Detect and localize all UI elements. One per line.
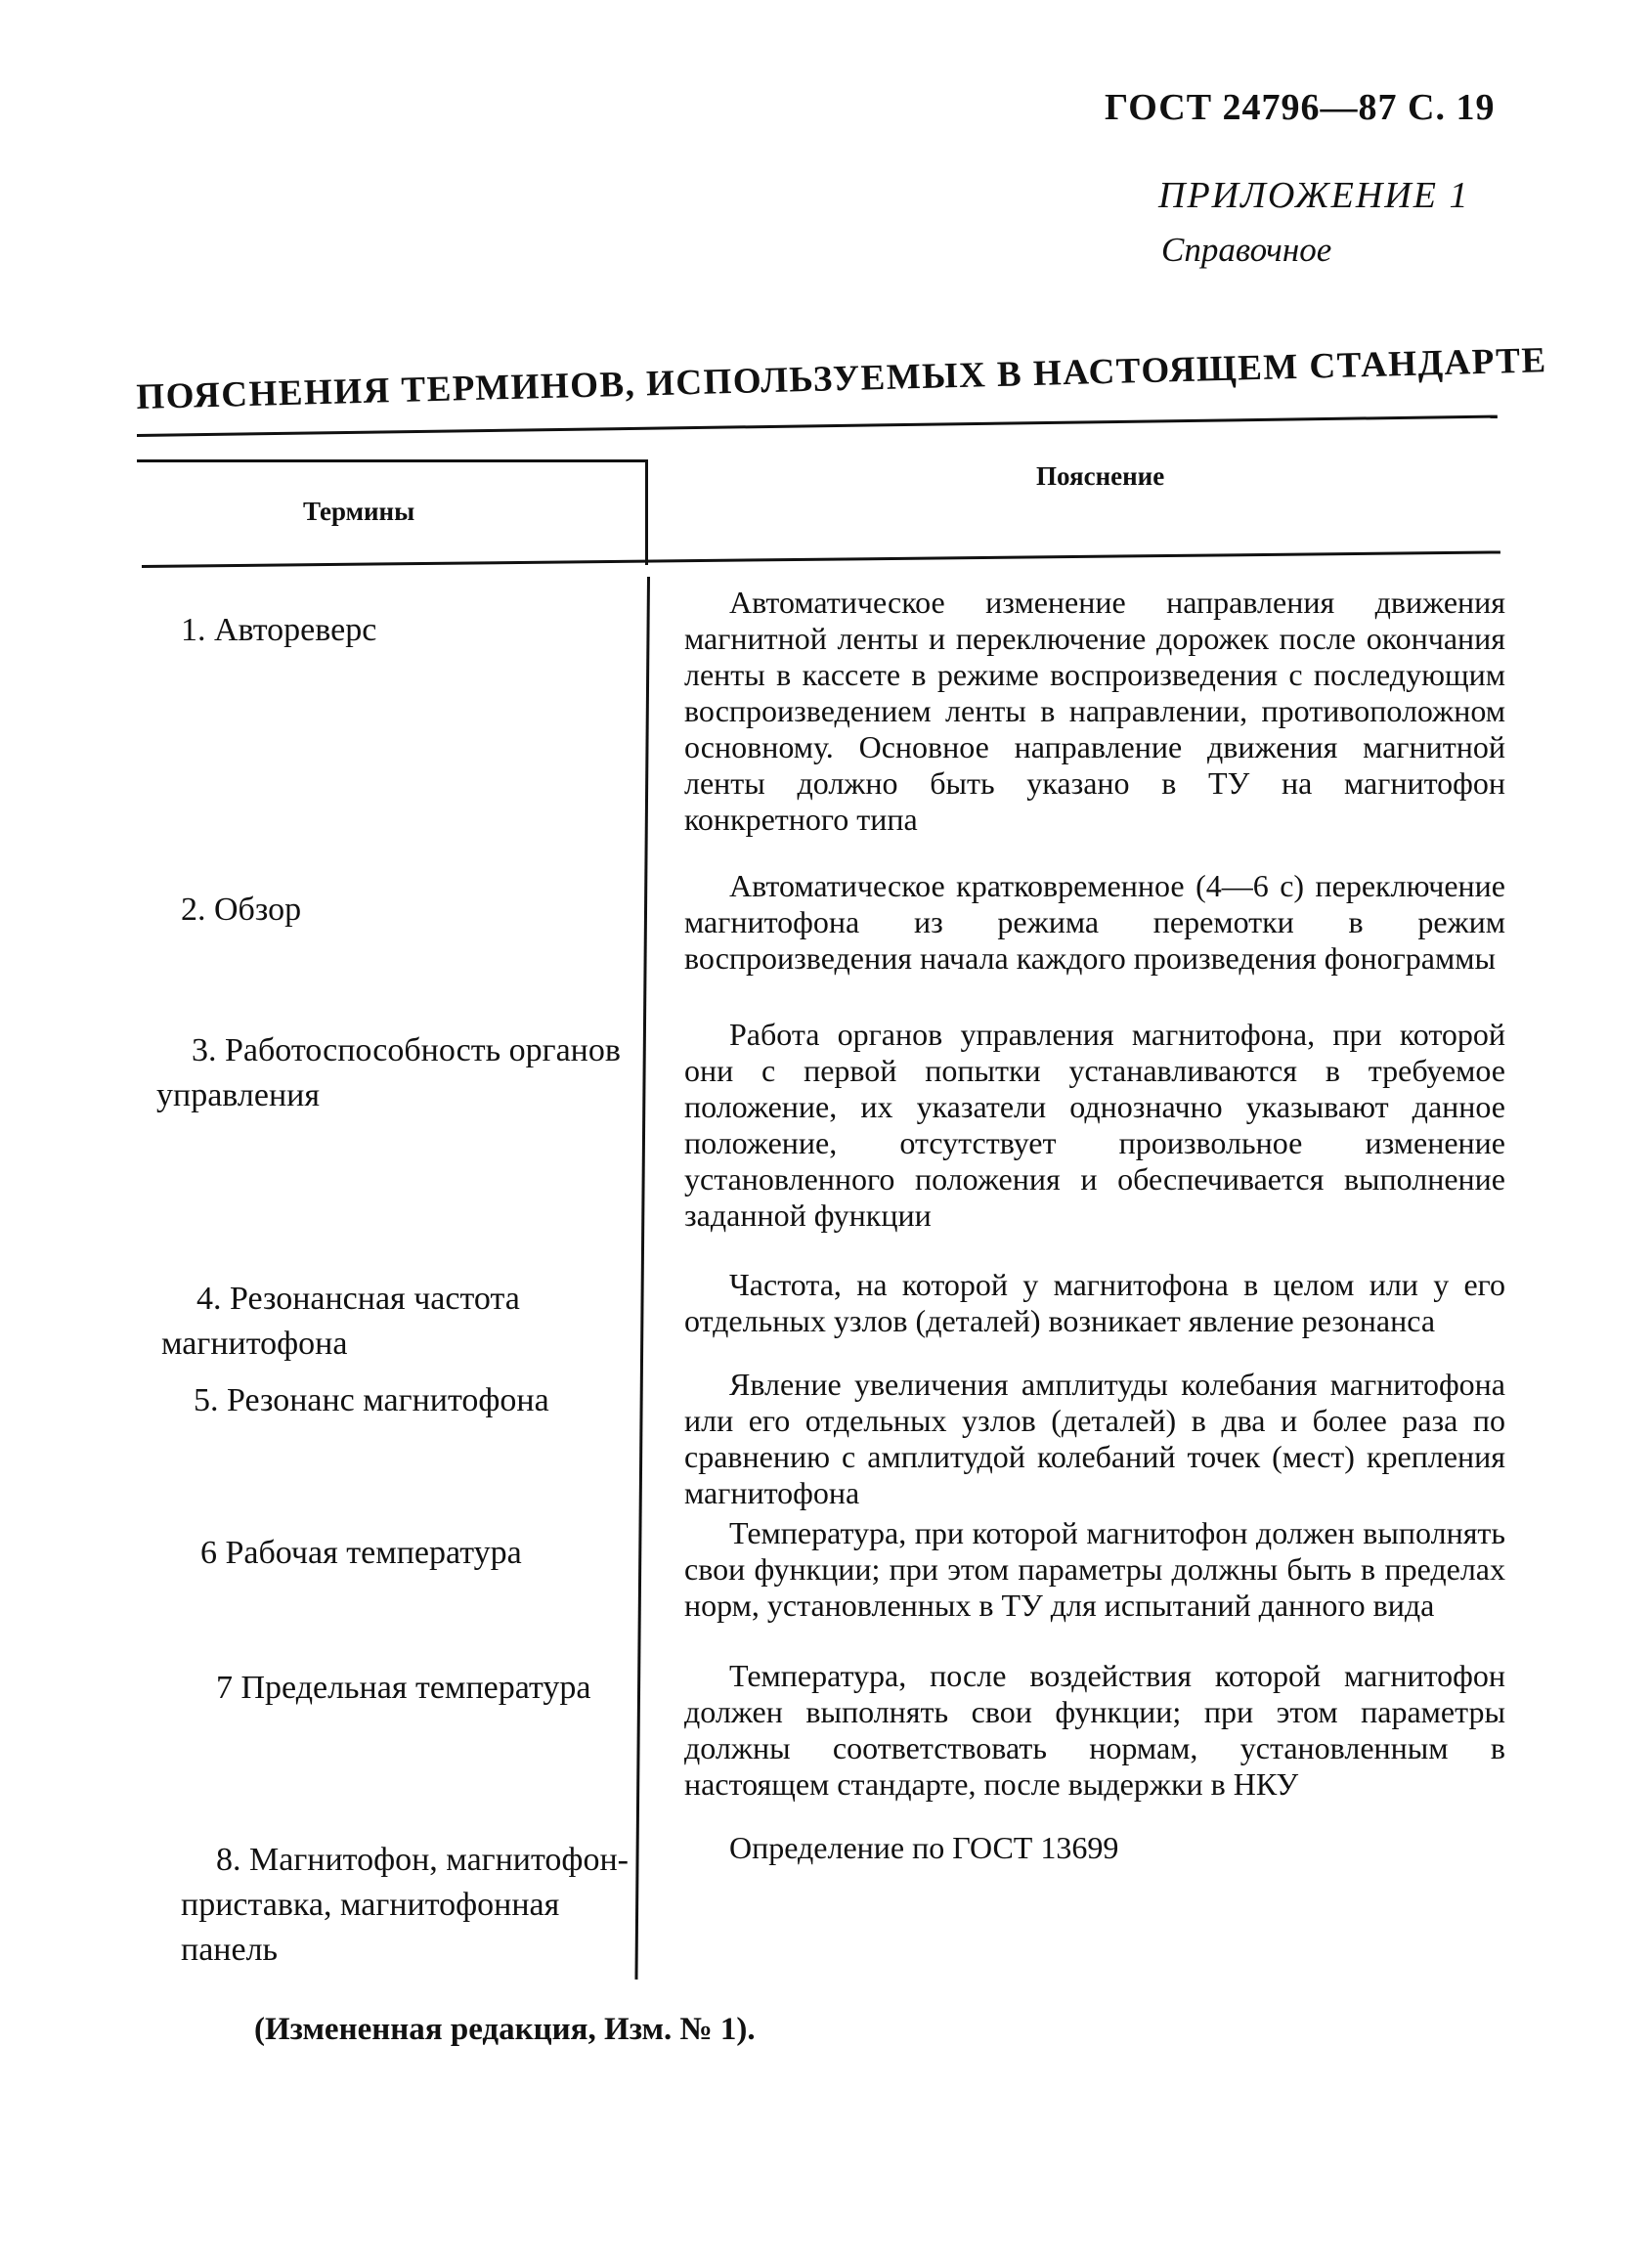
explanation-row-6: Температура, при которой магнитофон должен выполнять свои функции; при этом параметры должны быть в пределах норм, установленных в ТУ для испытаний данного вида bbox=[684, 1515, 1505, 1623]
amendment-note: (Измененная редакция, Изм. № 1). bbox=[254, 2012, 756, 2047]
explanation-row-7: Температура, после воздействия которой магнитофон должен выполнять свои функции; при этом параметры должны соответствовать нормам, установленным в настоящем стандарте, после выдержки в НКУ bbox=[684, 1658, 1505, 1802]
term-row-1: 1. Автореверс bbox=[181, 612, 377, 648]
title-underline bbox=[137, 415, 1498, 437]
explanation-row-4: Частота, на которой у магнитофона в целом или у его отдельных узлов (деталей) возникает явление резонанса bbox=[684, 1267, 1505, 1338]
column-header-explanation: Пояснение bbox=[1036, 461, 1165, 491]
document-title: ПОЯСНЕНИЯ ТЕРМИНОВ, ИСПОЛЬЗУЕМЫХ В НАСТОЯЩЕМ СТАНДАРТЕ bbox=[135, 340, 1548, 418]
body-column-divider bbox=[634, 577, 650, 1980]
term-row-5: 5. Резонанс магнитофона bbox=[194, 1382, 549, 1418]
term-row-3: 3. Работоспособность органов управления bbox=[156, 1032, 621, 1113]
column-header-terms: Термины bbox=[303, 497, 415, 526]
explanation-row-8: Определение по ГОСТ 13699 bbox=[729, 1830, 1119, 1865]
appendix-type: Справочное bbox=[1161, 231, 1332, 269]
term-row-4: 4. Резонансная частота магнитофона bbox=[161, 1281, 520, 1362]
explanation-row-2: Автоматическое кратковременное (4—6 с) переключение магнитофона из режима перемотки в режим воспроизведения начала каждого произведения фонограммы bbox=[684, 868, 1505, 976]
term-row-7: 7 Предельная температура bbox=[216, 1670, 591, 1706]
header-column-divider bbox=[645, 459, 648, 565]
explanation-row-5: Явление увеличения амплитуды колебания магнитофона или его отдельных узлов (деталей) в два и более раза по сравнению с амплитудой колебаний точек (мест) крепления магнитофона bbox=[684, 1367, 1505, 1510]
term-row-6: 6 Рабочая температура bbox=[200, 1535, 522, 1571]
table-header-rule bbox=[142, 550, 1500, 568]
explanation-row-3: Работа органов управления магнитофона, при которой они с первой попытки устанавливаются в требуемое положение, их указатели однозначно указывают данное положение, отсутствует произвольное изменение установленного положения и обеспечивается выполнение заданной функции bbox=[684, 1017, 1505, 1233]
term-row-2: 2. Обзор bbox=[181, 892, 302, 928]
term-row-8: 8. Магнитофон, магнитофон-приставка, магнитофонная панель bbox=[181, 1842, 629, 1968]
appendix-number: ПРИЛОЖЕНИЕ 1 bbox=[1158, 175, 1470, 216]
explanation-row-1: Автоматическое изменение направления движения магнитной ленты и переключение дорожек после окончания ленты в кассете в режиме воспроизведения с последующим воспроизведением ленты в направлении, противоположном основному. Основное направление движения магнитной ленты должно быть указано в ТУ на магнитофон конкретного типа bbox=[684, 585, 1505, 837]
gost-page-header: ГОСТ 24796—87 С. 19 bbox=[1105, 87, 1496, 128]
table-top-rule bbox=[137, 459, 645, 462]
